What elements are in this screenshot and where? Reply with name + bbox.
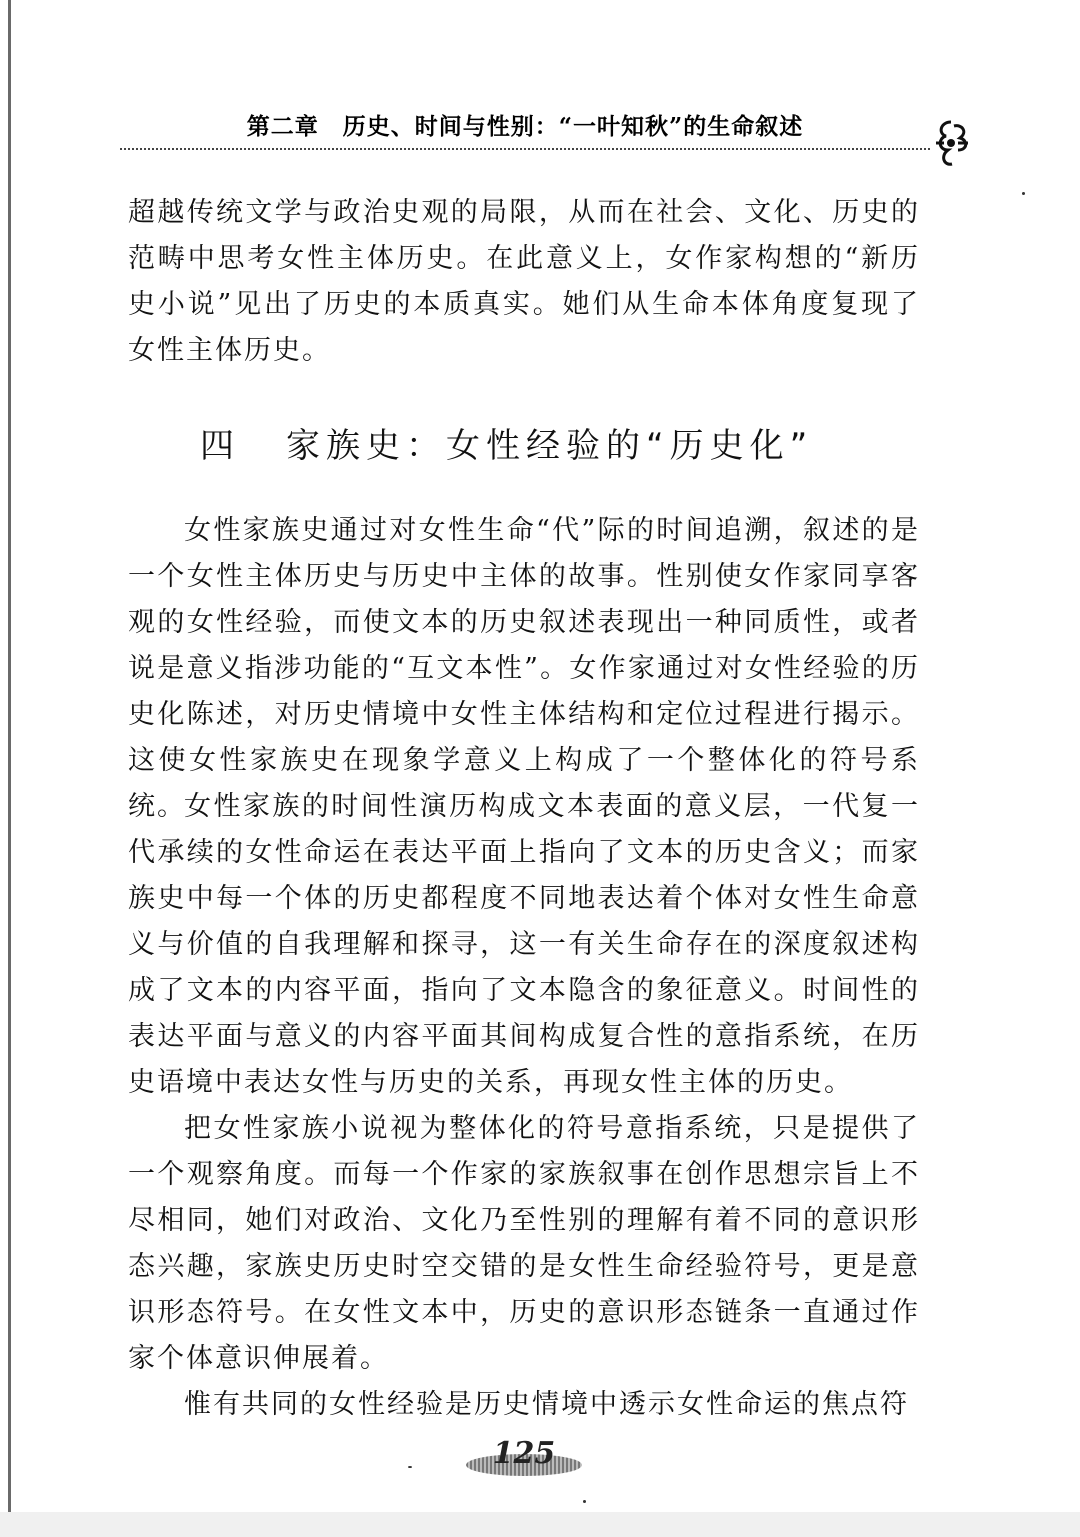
paragraph: 女性家族的时间性演历构成文本表面的意义层，一代复一代承续的女性命运在表达平面上指向了文本的历史含义；而家族史中每一个体的历史都程度不同地表达着个体对女性生命意义与价值的自我理解和探寻，这一有关生命存在的深度叙述构成了文本的内容平面，指向了文本隐含的象征意义。时间性的表达平面与意义的内容平面其间构成复合性的意指系统，在历史语境中表达女性与历史的关系，再现女性主体的历史。 [128, 791, 920, 1098]
scan-speck [408, 1466, 412, 1468]
scan-speck [1022, 192, 1025, 195]
paragraph-truncated: 惟有共同的女性经验是历史情境中透示女性命运的焦点符 [184, 1389, 909, 1420]
page-left-edge [8, 0, 11, 1537]
page-number: 125 [492, 1436, 556, 1471]
bottom-margin-band [0, 1512, 1080, 1537]
section-title: 家族史：女性经验的“历史化” [286, 426, 814, 466]
paragraph: 女性家族史通过对女性生命“代”际的时间追溯，叙述的是一个女性主体历史与历史中主体的故事。性别使女作家同享客观的女性经验，而使文本的历史叙述表现出一种同质性，或者说是意义指涉功能的“互文本性”。女作家通过对女性经验的历史化陈述，对历史情境中女性主体结构和定位过程进行揭示。这使女性家族史在现象学意义上构成了一个整体化的符号系统。 [128, 515, 920, 822]
section-heading [200, 418, 900, 467]
floral-ornament-icon [930, 116, 972, 172]
section-number: 四 [200, 426, 240, 466]
paragraph-continued: 超越传统文学与政治史观的局限，从而在社会、文化、历史的范畴中思考女性主体历史。在此意义上，女作家构想的“新历史小说”见出了历史的本质真实。她们从生命本体角度复现了女性主体历史。 [128, 197, 920, 366]
scan-speck [583, 1500, 586, 1503]
header-rule [120, 148, 930, 150]
running-head: 第二章 历史、时间与性别：“一叶知秋”的生命叙述 [246, 113, 804, 140]
paragraph: 把女性家族小说视为整体化的符号意指系统，只是提供了一个观察角度。而每一个作家的家族叙事在创作思想宗旨上不尽相同，她们对政治、文化乃至性别的理解有着不同的意识形态兴趣，家族史历史时空交错的是女性生命经验符号，更是意识形态符号。在女性文本中，历史的意识形态链条一直通过作家个体意识伸展着。 [128, 1113, 920, 1374]
page-number-block [466, 1436, 582, 1480]
